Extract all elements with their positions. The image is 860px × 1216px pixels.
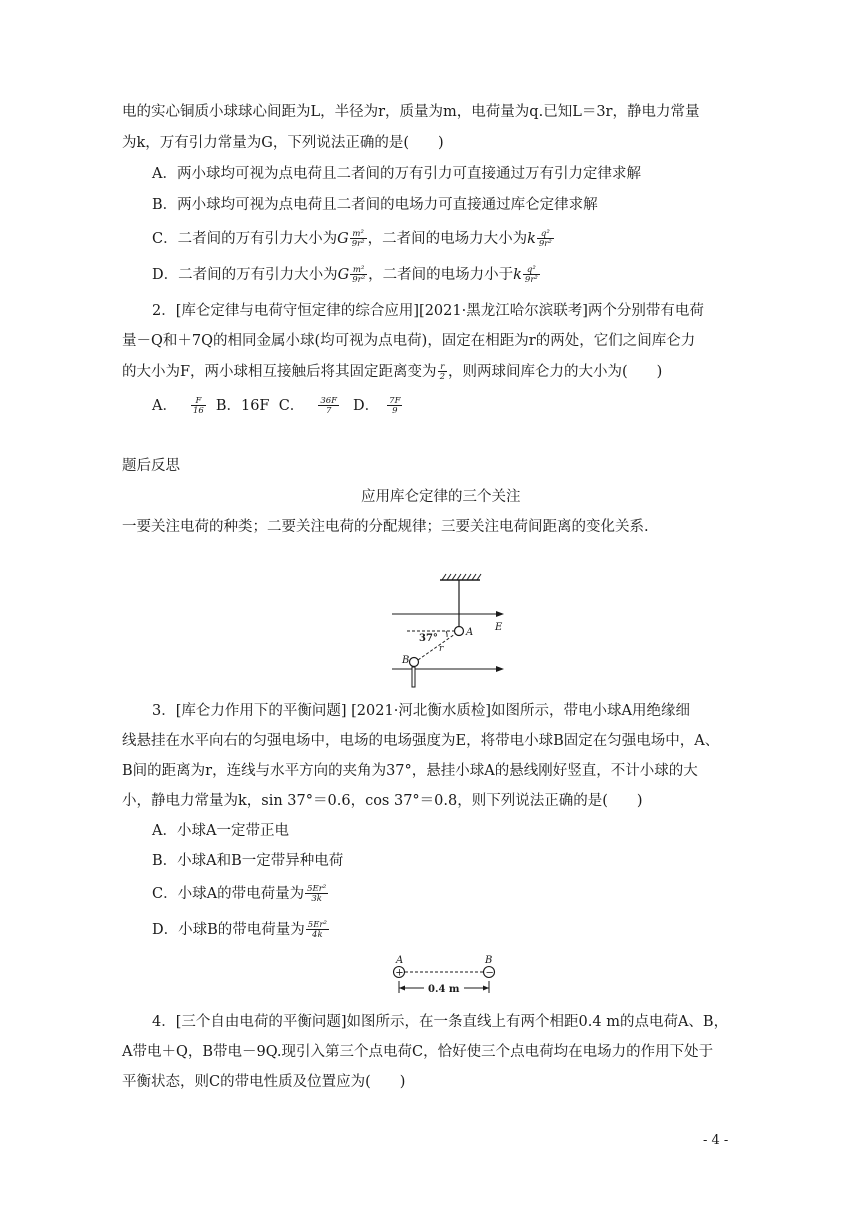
reflection-heading: 题后反思	[122, 458, 180, 474]
distance-label: 0.4 m	[428, 984, 460, 995]
fraction-7f-9: $\frac{7F}{9}$	[389, 395, 401, 416]
fraction-f-16: $\frac{F}{16}$	[192, 395, 204, 416]
constant-g: G	[337, 267, 350, 283]
fraction-m2-9r2: $\frac{\text{m²}}{\text{9r²}}$	[352, 264, 366, 285]
fraction-5er2-4k: $\frac{\text{5Er²}}{4k}$	[307, 919, 327, 940]
q1-option-c	[152, 229, 555, 249]
fraction-r-2: $\frac{r}{2}$	[439, 361, 445, 382]
q2-line3-text-2: ，则两球间库仑力的大小为( )	[447, 364, 663, 380]
q3-option-c	[152, 884, 329, 904]
q3-line4: 小，静电力常量为k，sin 37°＝0.6，cos 37°＝0.8，则下列说法正确的是( )	[122, 793, 643, 809]
q2-line2: 量－Q和＋7Q的相同金属小球(均可视为点电荷)，固定在相距为r的两处，它们之间库仑力	[122, 333, 696, 349]
q3-option-b: B．小球A和B一定带异种电荷	[152, 853, 344, 869]
label-r: r	[439, 644, 444, 654]
fraction-q2-9r2: $\frac{\text{q²}}{\text{9r²}}$	[524, 264, 538, 285]
label-b: B	[402, 655, 410, 666]
q2-option-b: B．16F	[215, 398, 270, 414]
constant-k: k	[513, 267, 522, 283]
label-a: A	[466, 627, 474, 638]
label-a: A	[396, 955, 404, 966]
q3-option-a: A．小球A一定带正电	[152, 823, 289, 839]
option-c-text-2: ，二者间的电场力大小为	[367, 231, 528, 247]
label-b: B	[485, 955, 493, 966]
q2-option-c: C．	[278, 398, 305, 414]
constant-k: k	[527, 231, 536, 247]
q1-option-a: A．两小球均可视为点电荷且二者间的万有引力可直接通过万有引力定律求解	[152, 166, 641, 182]
q3-option-c-text: C．小球A的带电荷量为	[152, 886, 305, 902]
q1-line1: 电的实心铜质小球球心间距为L，半径为r，质量为m，电荷量为q.已知L＝3r，静电力常量	[122, 104, 700, 120]
figure-hanging-ball-in-field	[382, 572, 512, 690]
q4-line3: 平衡状态，则C的带电性质及位置应为( )	[122, 1074, 406, 1090]
ball-a	[455, 627, 464, 636]
q2-options	[152, 396, 403, 416]
q2-line1: 2．[库仑定律与电荷守恒定律的综合应用][2021·黑龙江哈尔滨联考]两个分别带有电荷	[152, 303, 704, 319]
q1-line2: 为k，万有引力常量为G，下列说法正确的是( )	[122, 135, 444, 151]
q3-line1: 3．[库仑力作用下的平衡问题] [2021·河北衡水质检]如图所示，带电小球A用绝缘细	[152, 703, 690, 719]
angle-label: 37°	[419, 633, 438, 644]
fraction-q2-9r2: $\frac{\text{q²}}{\text{9r²}}$	[538, 228, 552, 249]
q3-option-d	[152, 920, 330, 940]
plus-sign: +	[395, 967, 404, 979]
option-c-text-1: C．二者间的万有引力大小为	[152, 231, 338, 247]
page-number: - 4 -	[703, 1133, 729, 1148]
q4-line1: 4．[三个自由电荷的平衡问题]如图所示，在一条直线上有两个相距0.4 m的点电荷A、B，	[152, 1014, 729, 1030]
fraction-m2-9r2: $\frac{\text{m²}}{\text{9r²}}$	[351, 228, 365, 249]
figure-two-charges	[384, 953, 506, 999]
ball-b	[410, 658, 419, 667]
q4-line2: A带电＋Q，B带电－9Q.现引入第三个点电荷C，恰好使三个点电荷均在电场力的作用下处于	[122, 1044, 714, 1060]
option-d-text-2: ，二者间的电场力小于	[368, 267, 514, 283]
reflection-body: 一要关注电荷的种类；二要关注电荷的分配规律；三要关注电荷间距离的变化关系.	[122, 519, 649, 535]
minus-sign: −	[485, 967, 494, 979]
label-e: E	[495, 622, 503, 633]
q2-line3-text-1: 的大小为F，两小球相互接触后将其固定距离变为	[122, 364, 437, 380]
option-d-text-1: D．二者间的万有引力大小为	[152, 267, 338, 283]
fraction-36f-7: $\frac{36F}{7}$	[320, 395, 338, 416]
q2-option-d: D．	[353, 398, 380, 414]
q1-option-d	[152, 265, 541, 285]
q2-line3	[122, 362, 662, 382]
reflection-title: 应用库仑定律的三个关注	[361, 489, 521, 505]
constant-g: G	[337, 231, 349, 247]
q3-line2: 线悬挂在水平向右的匀强电场中，电场的电场强度为E，将带电小球B固定在匀强电场中，A、	[122, 733, 720, 749]
fraction-5er2-3k: $\frac{\text{5Er²}}{3k}$	[307, 883, 327, 904]
q3-option-d-text: D．小球B的带电荷量为	[152, 922, 305, 938]
q2-option-a: A．	[152, 398, 177, 414]
q3-line3: B间的距离为r，连线与水平方向的夹角为37°，悬挂小球A的悬线刚好竖直，不计小球的大	[122, 763, 698, 779]
q1-option-b: B．两小球均可视为点电荷且二者间的电场力可直接通过库仑定律求解	[152, 197, 598, 213]
